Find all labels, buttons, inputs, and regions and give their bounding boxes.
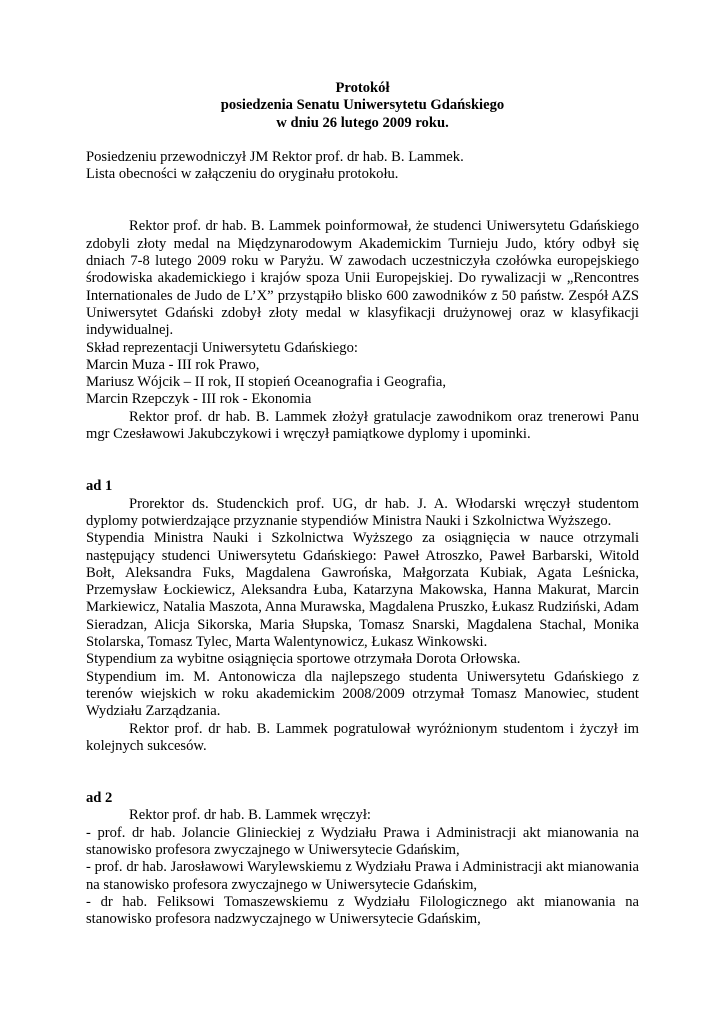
team-member: Marcin Muza - III rok Prawo, [86,356,260,373]
ad1-paragraph-antonowicz: Stypendium im. M. Antonowicza dla najlepszego studenta Uniwersytetu Gdańskiego z terenów wiejskich w roku akademickim 2008/2009 otrzymał Tomasz Manowiec, student Wydziału Zarządzania. [86,668,639,720]
attendance-line: Lista obecności w załączeniu do oryginału protokołu. [86,166,399,183]
team-member: Mariusz Wójcik – II rok, II stopień Oceanografia i Geografia, [86,374,446,391]
ad2-item: - prof. dr hab. Jarosławowi Warylewskiemu z Wydziału Prawa i Administracji akt mianowania na stanowisko profesora zwyczajnego w Uniwersytecie Gdańskim, [86,859,639,893]
ad1-paragraph-congrats: Rektor prof. dr hab. B. Lammek pogratulował wyróżnionym studentom i życzył im kolejnych sukcesów. [86,720,639,754]
chair-line: Posiedzeniu przewodniczył JM Rektor prof. dr hab. B. Lammek. [86,148,464,165]
section-heading-ad2: ad 2 [86,790,113,807]
document-title-block [86,80,639,132]
ad2-item: - dr hab. Feliksowi Tomaszewskiemu z Wydziału Filologicznego akt mianowania na stanowisko profesora nadzwyczajnego w Uniwersytecie Gdańskim, [86,893,639,928]
ad1-paragraph-sport: Stypendium za wybitne osiągnięcia sportowe otrzymała Dorota Orłowska. [86,651,521,668]
document-subtitle: posiedzenia Senatu Uniwersytetu Gdańskiego [220,97,505,114]
section-heading-ad1: ad 1 [86,478,113,495]
team-member: Marcin Rzepczyk - III rok - Ekonomia [86,391,312,408]
document-date: w dniu 26 lutego 2009 roku. [276,114,449,131]
congrats-paragraph: Rektor prof. dr hab. B. Lammek złożył gratulacje zawodnikom oraz trenerowi Panu mgr Czesławowi Jakubczykowi i wręczył pamiątkowe dyplomy i upominki. [86,408,639,443]
ad2-lead: Rektor prof. dr hab. B. Lammek wręczył: [129,807,371,824]
document-page [86,80,639,928]
team-heading: Skład reprezentacji Uniwersytetu Gdańskiego: [86,339,358,356]
document-title: Protokół [335,80,390,96]
ad1-paragraph-diplomas: Prorektor ds. Studenckich prof. UG, dr hab. J. A. Włodarski wręczył studentom dyplomy potwierdzające przyznanie stypendiów Ministra Nauki i Szkolnictwa Wyższego. [86,495,639,529]
opening-paragraph: Rektor prof. dr hab. B. Lammek poinformował, że studenci Uniwersytetu Gdańskiego zdobyli złoty medal na Międzynarodowym Akademickim Turnieju Judo, który odbył się dniach 7-8 lutego 2009 roku w Paryżu. W zawodach uczestniczyła czołówka europejskiego środowiska akademickiego i krajów spoza Unii Europejskiej. Do rywalizacji w „Rencontres Internationales de Judo de L’X” przystąpiło blisko 600 zawodników z 50 państw. Zespół AZS Uniwersytet Gdański zdobył złoty medal w klasyfikacji drużynowej oraz w klasyfikacji indywidualnej. [86,218,639,339]
ad1-paragraph-scholarships: Stypendia Ministra Nauki i Szkolnictwa Wyższego za osiągnięcia w nauce otrzymali następujący studenci Uniwersytetu Gdańskiego: Paweł Atroszko, Paweł Barbarski, Witold Bołt, Aleksandra Fuks, Magdalena Gawrońska, Małgorzata Kubiak, Agata Leśnicka, Przemysław Łockiewicz, Aleksandra Łuba, Katarzyna Makowska, Hanna Makurat, Marcin Markiewicz, Natalia Maszota, Anna Murawska, Magdalena Pruszko, Łukasz Rudziński, Adam Sieradzan, Alicja Sikorska, Maria Słupska, Tomasz Snarski, Magdalena Stachal, Monika Stolarska, Tomasz Tylec, Marta Walentynowicz, Łukasz Winkowski. [86,530,639,651]
ad2-item: - prof. dr hab. Jolancie Glinieckiej z Wydziału Prawa i Administracji akt mianowania na stanowisko profesora zwyczajnego w Uniwersytecie Gdańskim, [86,824,639,858]
